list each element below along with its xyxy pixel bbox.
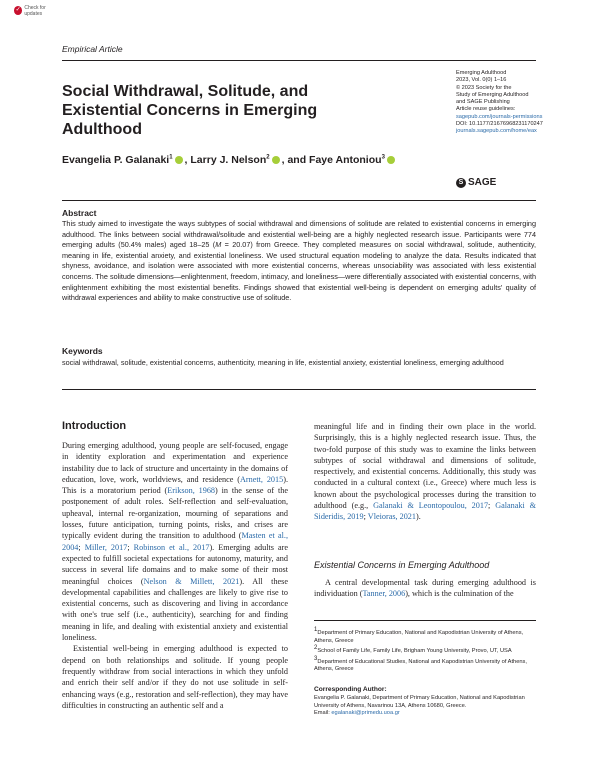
paragraph: During emerging adulthood, young people are self-focused, engage in identity exploration and experimentation and experience instability due to lack of structure and uncertainty in the domains of education, love, work, worldviews, and residence (Arnett, 2015). This is a moratorium period (Erikson, 1968) in the sense of the postponement of adult roles. Self-reflection and self-evaluation, upheaval, internal re-organization, mourning of separations and losses, future anticipation, turning points, risks, and crises are typically evident during the transition to adulthood (Masten et al., 2004; Miller, 2017; Robinson et al., 2017). Emerging adults are expected to fulfill societal expectations for autonomy, maturity, and success in several life domains and to make some of their most meaningful choices (Nelson & Millett, 2021). All these developmental capabilities and challenges are likely to give rise to existential concerns, such as discovering and living in accordance with one's true self (i.e., authenticity), searching for and finding meaning in life, and dealing with existential anxiety and existential loneliness. [62, 441, 289, 643]
footnote-rule [314, 620, 536, 621]
corresponding-author: Evangelia P. Galanaki, Department of Primary Education, National and Kapodistrian University of Athens, Navarinou 13A, Athens 10680, Greece. Email: egalanaki@primedu.uoa.gr [314, 695, 525, 717]
journal-name: Emerging Adulthood [456, 70, 507, 76]
citation-link[interactable]: Robinson et al., 2017 [133, 542, 210, 552]
paragraph: Existential well-being in emerging adulthood is expected to depend on both relationships and solitude. If young people frequently withdraw from social interactions in which they unfold and enrich their self and/or if they do not use solitude in self-enhancing ways (e.g., restoration and self-reflection), they may have difficulties in constructing an authentic self and a [62, 644, 288, 710]
copyright-line: and SAGE Publishing [456, 99, 510, 106]
citation-link[interactable]: Galanaki & Sideridis, 2019 [314, 501, 537, 522]
citation-link[interactable]: Miller, 2017 [84, 542, 128, 552]
citation-link[interactable]: Vleioras, 2021 [367, 512, 416, 522]
orcid-icon[interactable] [272, 156, 280, 164]
citation-link[interactable]: Nelson & Millett, 2021 [143, 576, 240, 586]
orcid-icon[interactable] [175, 156, 183, 164]
doi[interactable]: DOI: 10.1177/21676968231170247 [456, 121, 543, 128]
check-for-updates-label: Check for updates [24, 4, 46, 17]
article-type: Empirical Article [62, 44, 123, 54]
introduction-heading: Introduction [62, 420, 127, 432]
journal-home-link[interactable]: journals.sagepub.com/home/eax [456, 128, 537, 135]
affiliation: $^1$Department of Primary Education, National and Kapodistrian University of Athens, Athens, Greece [314, 627, 524, 644]
author-name: Faye Antoniou [309, 154, 382, 166]
reuse-label: Article reuse guidelines: [456, 106, 516, 113]
keywords-rule [62, 389, 536, 390]
affiliations [314, 627, 542, 674]
copyright-line: © 2023 Society for the [456, 84, 512, 91]
abstract-rule [62, 200, 536, 201]
citation-link[interactable]: Arnett, 2015 [239, 474, 284, 484]
crossmark-icon: ✓ [15, 7, 21, 13]
author-name: Larry J. Nelson [190, 154, 267, 166]
header-rule [62, 60, 536, 61]
author-name: Evangelia P. Galanaki [62, 154, 170, 166]
paragraph: A central developmental task during emerging adulthood is individuation (Tanner, 2006), which is the culmination of the [314, 578, 536, 599]
paragraph: meaningful life and in finding their own place in the world. Surprisingly, this is a highly neglected research issue. Thus, the two-fold purpose of this study was to examine the links between subtypes of social withdrawal and dimensions of solitude, respectively, and existential concerns. Additionally, this study was conducted in a cultural context (i.e., Greece) where much less is known about the psychological processes during the transition to adulthood (e.g., Galanaki & Leontopoulou, 2017; Galanaki & Sideridis, 2019; Vleioras, 2021). [314, 422, 537, 522]
keywords-text: social withdrawal, solitude, existential concerns, authenticity, meaning in life, existential anxiety, existential loneliness, emerging adulthood [62, 358, 504, 367]
abstract-heading: Abstract [62, 208, 97, 218]
article-title: Social Withdrawal, Solitude, and Existential Concerns in Emerging Adulthood [62, 83, 318, 138]
copyright-line: Study of Emerging Adulthood [456, 91, 529, 98]
keywords-heading: Keywords [62, 346, 103, 356]
affiliation: $^2$School of Family Life, Family Life, Brigham Young University, Provo, UT, USA [314, 645, 512, 655]
citation-link[interactable]: Masten et al., 2004 [62, 531, 288, 552]
section-text [314, 577, 536, 600]
check-for-updates-badge[interactable] [14, 5, 62, 16]
affiliation: $^3$Department of Educational Studies, National and Kapodistrian University of Athens, Athens, Greece [314, 655, 527, 673]
citation-link[interactable]: Erikson, 1968 [167, 486, 216, 496]
right-column [314, 421, 536, 523]
email-link[interactable]: egalanaki@primedu.uoa.gr [331, 710, 400, 717]
sage-logo: S SAGE [456, 177, 496, 188]
citation-link[interactable]: Galanaki & Leontopoulou, 2017 [373, 501, 489, 511]
left-column [62, 440, 288, 711]
corresponding-author-heading: Corresponding Author: [314, 686, 387, 693]
section-heading: Existential Concerns in Emerging Adulthood [314, 560, 490, 570]
orcid-icon[interactable] [387, 156, 395, 164]
abstract-text: This study aimed to investigate the ways subtypes of social withdrawal and dimensions of solitude are related to existential concerns in emerging adulthood. The links between social withdrawal/solitude and existential well-being are a highly neglected research issue. Participants were 774 emerging adults (50.4% males) aged 18–25 (M = 20.07) from Greece. They completed measures on social withdrawal, solitude, authenticity, meaning in life, existential anxiety, and existential loneliness. We used structural equation modeling to analyze the data. Results indicated that shyness, avoidance, and isolation were associated with more existential concerns, whereas unsociability was associated with less existential concerns. The solitude dimensions—enlightenment, freedom, intimacy, and loneliness—were differentially associated with existential concerns, with enlightenment exhibiting the most existential benefits. Findings showed that existential well-being is dependent on emerging adults' quality of withdrawal experiences and ability to make constructive use of solitude. [62, 219, 536, 303]
permissions-link[interactable]: sagepub.com/journals-permissions [456, 113, 543, 120]
sage-logo-icon: S [456, 178, 466, 188]
author-list: Evangelia P. Galanaki$^1$ , Larry J. Nelson$^2$ , and Faye Antoniou$^3$ [62, 154, 397, 166]
citation-link[interactable]: Tanner, 2006 [362, 589, 406, 599]
journal-volume: 2023, Vol. 0(0) 1–16 [456, 77, 507, 84]
journal-info [456, 70, 556, 136]
